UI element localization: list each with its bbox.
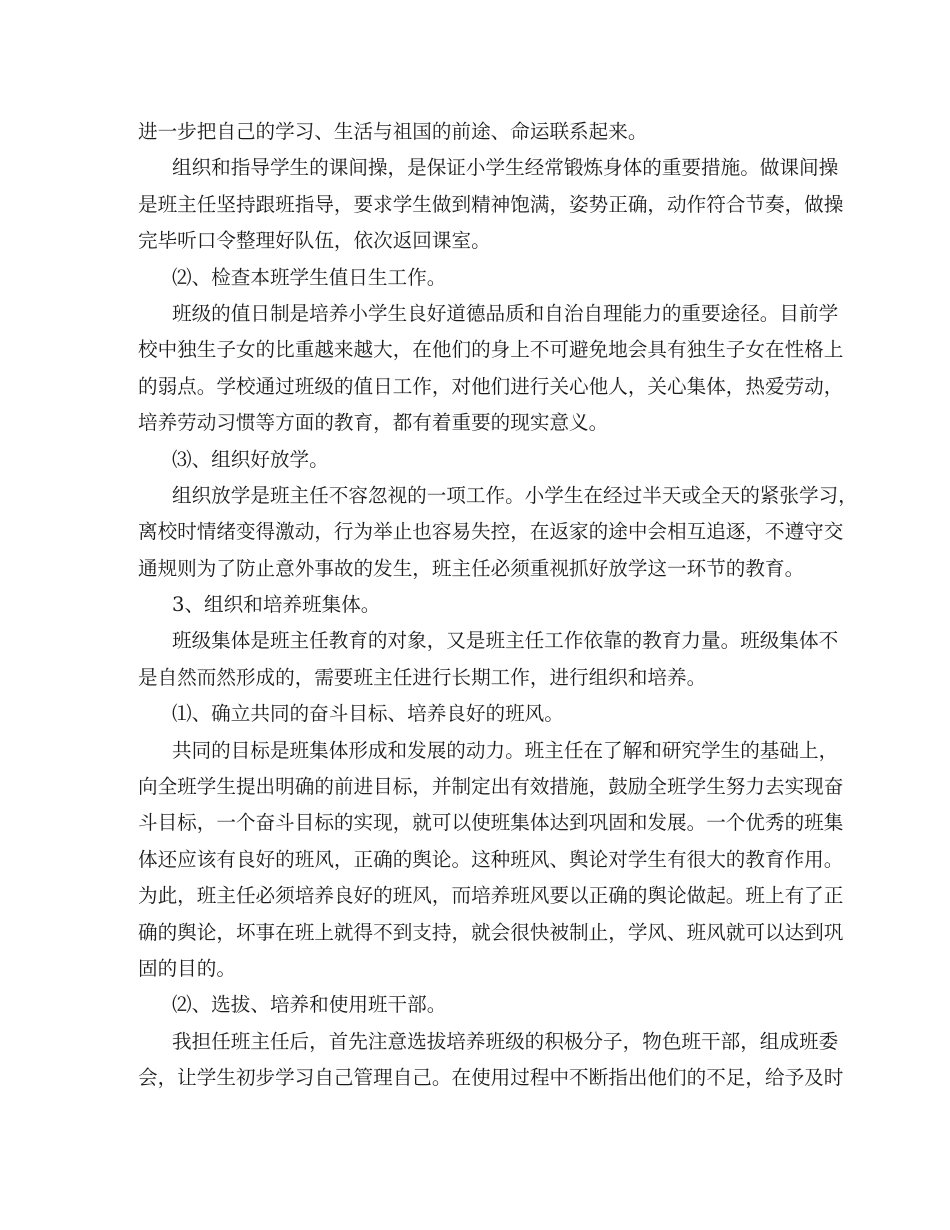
text-line: 斗目标，一个奋斗目标的实现，就可以使班集体达到巩固和发展。一个优秀的班集 (138, 811, 844, 835)
text-line: 通规则为了防止意外事故的发生，班主任必须重视抓好放学这一环节的教育。 (138, 556, 805, 580)
text-line: 离校时情绪变得激动，行为举止也容易失控，在返家的途中会相互追逐，不遵守交 (138, 520, 844, 544)
text-line: 的弱点。学校通过班级的值日工作，对他们进行关心他人，关心集体，热爱劳动， (138, 374, 844, 398)
paragraph-first-line: 组织放学是班主任不容忽视的一项工作。小学生在经过半天或全天的紧张学习， (172, 483, 858, 507)
text-line: 培养劳动习惯等方面的教育，都有着重要的现实意义。 (138, 411, 609, 435)
paragraph-first-line: 组织和指导学生的课间操，是保证小学生经常锻炼身体的重要措施。做课间操 (172, 156, 839, 180)
paragraph-first-line: 我担任班主任后，首先注意选拔培养班级的积极分子，物色班干部，组成班委 (172, 1029, 839, 1053)
text-line: 向全班学生提出明确的前进目标，并制定出有效措施，鼓励全班学生努力去实现奋 (138, 775, 844, 799)
text-line: 体还应该有良好的班风，正确的舆论。这种班风、舆论对学生有很大的教育作用。 (138, 847, 844, 871)
document-body (138, 114, 858, 1097)
section-heading: ⑵、选拔、培养和使用班干部。 (172, 993, 447, 1017)
text-line: 是自然而然形成的，需要班主任进行长期工作，进行组织和培养。 (138, 665, 707, 689)
section-heading: ⑵、检查本班学生值日生工作。 (172, 265, 447, 289)
section-heading: 3、组织和培养班集体。 (172, 593, 381, 617)
paragraph-first-line: 班级的值日制是培养小学生良好道德品质和自治自理能力的重要途径。目前学 (172, 301, 839, 325)
paragraph-first-line: 共同的目标是班集体形成和发展的动力。班主任在了解和研究学生的基础上， (172, 738, 839, 762)
text-line: 是班主任坚持跟班指导，要求学生做到精神饱满，姿势正确，动作符合节奏，做操 (138, 192, 844, 216)
text-line: 确的舆论，坏事在班上就得不到支持，就会很快被制止，学风、班风就可以达到巩 (138, 920, 844, 944)
section-heading: ⑶、组织好放学。 (172, 447, 329, 471)
text-line: 进一步把自己的学习、生活与祖国的前途、命运联系起来。 (138, 120, 648, 143)
paragraph-first-line: 班级集体是班主任教育的对象，又是班主任工作依靠的教育力量。班级集体不 (172, 629, 839, 653)
text-line: 会，让学生初步学习自己管理自己。在使用过程中不断指出他们的不足，给予及时 (138, 1066, 844, 1090)
text-line: 固的目的。 (138, 956, 236, 980)
text-line: 为此，班主任必须培养良好的班风，而培养班风要以正确的舆论做起。班上有了正 (138, 884, 844, 908)
section-heading: ⑴、确立共同的奋斗目标、培养良好的班风。 (172, 702, 564, 726)
text-line: 校中独生子女的比重越来越大，在他们的身上不可避免地会具有独生子女在性格上 (138, 338, 844, 362)
text-line: 完毕听口令整理好队伍，依次返回课室。 (138, 229, 491, 253)
